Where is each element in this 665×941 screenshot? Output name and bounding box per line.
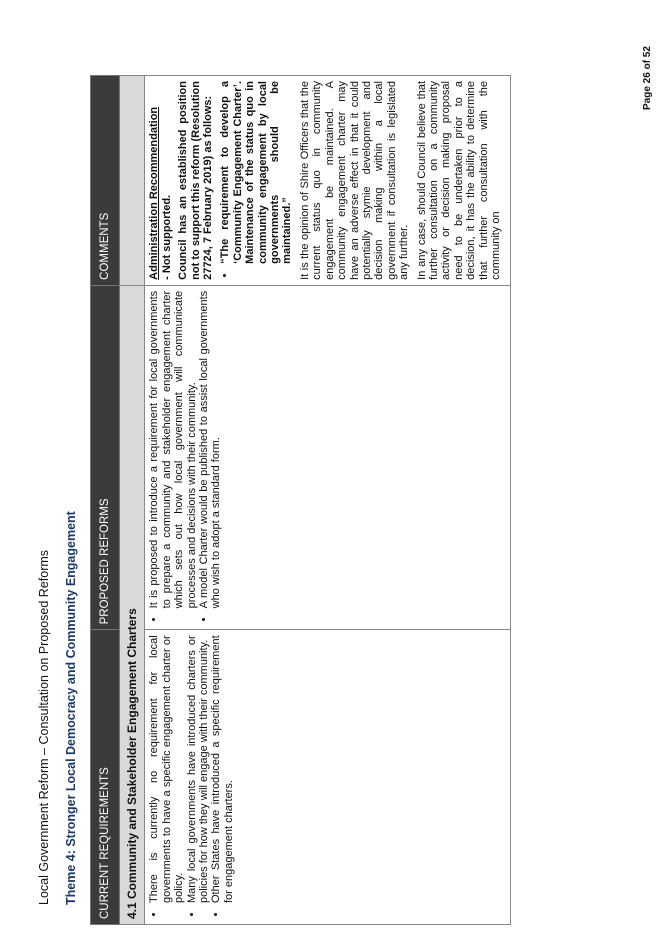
section-title: 4.1 Community and Stakeholder Engagement Charters <box>120 285 145 924</box>
table-row <box>145 76 511 925</box>
theme-heading: Theme 4: Stronger Local Democracy and Community Engagement <box>64 511 78 905</box>
column-header-proposed: PROPOSED REFORMS <box>91 285 120 630</box>
recommendation-label: Administration Recommendation <box>148 106 161 280</box>
document-title: Local Government Reform – Consultation on Proposed Reforms <box>37 549 51 905</box>
recommendation-value: - Not supported. <box>160 194 173 280</box>
proposed-reforms-cell <box>145 285 511 630</box>
list-item: • There is currently no requirement for local governments to have a specific engagement charter or policy. <box>148 635 185 903</box>
reform-table <box>90 75 511 925</box>
column-header-comments: COMMENTS <box>91 76 120 286</box>
council-position: Council has an established position not to support this reform (Resolution 27724, 7 February 2019) as follows: <box>177 81 215 280</box>
section-blank <box>120 76 145 286</box>
current-requirements-cell <box>145 630 511 925</box>
comment-paragraph: It is the opinion of Shire Officers that the current status quo in community engagement be maintained. A community engagement charter may have an adverse effect in that it could potentially stymie development and decision making within a local government if consultation is legislated any further. <box>298 81 411 280</box>
page-number: Page 26 of 52 <box>642 46 653 110</box>
list-item: • Other States have introduced a specific requirement for engagement charters. <box>210 635 235 903</box>
resolution-quote: • “The requirement to develop a ‘Community Engagement Charter’. Maintenance of the status quo in community engagement by local governments should be maintained.” <box>219 81 293 264</box>
table-header-row <box>91 76 120 925</box>
comments-cell <box>145 76 511 286</box>
list-item: • Many local governments have introduced charters or policies for how they will engage with their community. <box>186 635 211 903</box>
list-item: • It is proposed to introduce a requirement for local governments to prepare a community and stakeholder engagement charter which sets out how local government will communicate processes and decisions with their community. <box>148 291 198 609</box>
comment-paragraph: In any case, should Council believe that further consultation on a community activity or decision making proposal need to be undertaken prior to a decision, it has the ability to determine that further consultation with the community on <box>415 81 502 280</box>
section-row <box>120 76 145 925</box>
column-header-current: CURRENT REQUIREMENTS <box>91 630 120 925</box>
list-item: • A model Charter would be published to assist local governments who wish to adopt a standard form. <box>198 291 223 609</box>
